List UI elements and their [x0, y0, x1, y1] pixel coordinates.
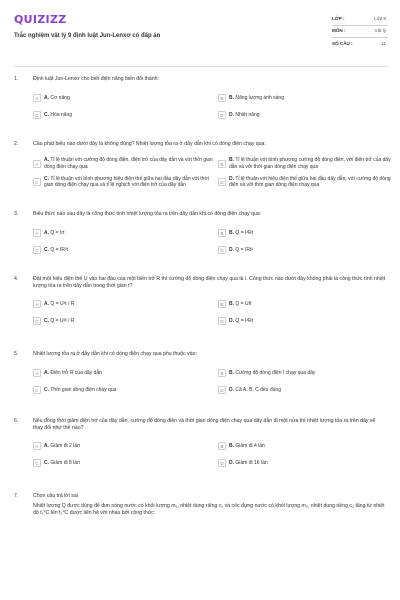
question-number: 3. [14, 211, 19, 217]
meta-value: 11 [381, 40, 386, 46]
question-text: Câu phát biểu nào dưới đây là không đúng? Nhiệt lượng tỏa ra ở dây dẫn khi có dòng điện chạy qua: [33, 141, 266, 147]
option-text [229, 112, 260, 119]
answer-option-a[interactable] [33, 92, 213, 104]
option-text [229, 157, 398, 171]
answer-options [33, 157, 391, 189]
question-number: 4. [14, 276, 19, 282]
option-text [229, 460, 268, 467]
option-text [44, 95, 70, 102]
question-text: Nhiệt lượng tỏa ra ở dây dẫn khi có dòng điện chạy qua phụ thuộc vào: [33, 351, 197, 358]
question-spacer [0, 256, 400, 276]
answer-option-b[interactable] [218, 440, 398, 452]
answer-option-d[interactable] [218, 457, 398, 469]
option-prefix: A. [44, 229, 49, 236]
question-number: 6. [14, 418, 19, 425]
option-text [44, 176, 213, 190]
option-text [44, 157, 213, 171]
option-prefix: D. [229, 386, 234, 393]
question-spacer [0, 396, 400, 418]
question-text: Định luật Jun-Lenxơ cho biết điện năng biến đổi thành: [33, 76, 159, 82]
option-prefix: D. [229, 175, 234, 182]
option-prefix: D. [229, 317, 234, 324]
worksheet-title: Trắc nghiệm vật lý 9 định luật Jun-Lenxơ có đáp án [14, 33, 161, 39]
header-divider [14, 66, 388, 67]
option-prefix: D. [229, 459, 234, 466]
option-letter-box: D [218, 111, 226, 119]
option-prefix: B. [229, 369, 234, 376]
option-content: Cả A, B, C đều đúng [235, 386, 281, 393]
answer-option-c[interactable] [33, 384, 213, 396]
option-letter-box: A [33, 160, 41, 168]
question-spacer [0, 469, 400, 493]
option-prefix: B. [229, 442, 234, 449]
question-number: 7. [14, 493, 19, 500]
option-letter-box: A [33, 300, 41, 308]
answer-option-a[interactable] [33, 440, 213, 452]
option-prefix: C. [44, 459, 49, 466]
question-number: 1. [14, 76, 19, 82]
meta-row-count [332, 38, 388, 50]
answer-option-a[interactable] [33, 157, 213, 171]
option-prefix: A. [44, 300, 49, 307]
meta-label: LỚP : [332, 16, 345, 22]
option-content: Q = U²t / R [50, 317, 75, 324]
option-letter-box: D [218, 459, 226, 467]
option-prefix: B. [229, 229, 234, 236]
question-block [0, 211, 400, 256]
meta-label: SỐ CÂU : [332, 40, 353, 46]
option-letter-box: B [218, 369, 226, 377]
option-prefix: C. [44, 246, 49, 253]
option-text [44, 230, 64, 237]
answer-option-d[interactable] [218, 384, 398, 396]
option-text [229, 318, 253, 325]
option-content: Q = I²Rt [235, 317, 254, 324]
option-text [44, 301, 74, 308]
option-content: Tỉ lệ thuận với cường độ dòng điện, điện trở của dây dẫn và với thời gian dòng điện chạy qua [44, 157, 213, 170]
option-content: Q = U²t / R [50, 300, 75, 307]
option-prefix: B. [229, 300, 234, 307]
question-text: Biểu thức nào sau đây là công thức tính nhiệt lượng tỏa ra trên dây dẫn khi có dòng điện chạy qua: [33, 211, 262, 217]
option-prefix: C. [44, 317, 49, 324]
answer-option-a[interactable] [33, 298, 213, 310]
answer-option-c[interactable] [33, 109, 213, 121]
option-text [229, 247, 253, 254]
answer-option-c[interactable] [33, 457, 213, 469]
option-letter-box: A [33, 94, 41, 102]
answer-options [33, 92, 386, 121]
option-text [44, 247, 68, 254]
answer-option-d[interactable] [218, 109, 398, 121]
option-content: Q = UIt [235, 300, 252, 307]
answer-option-d[interactable] [218, 176, 398, 190]
option-letter-box: D [218, 317, 226, 325]
option-letter-box: C [33, 386, 41, 394]
option-letter-box: C [33, 178, 41, 186]
option-letter-box: B [218, 300, 226, 308]
option-content: Giảm đi 8 lần [50, 459, 80, 466]
option-letter-box: C [33, 459, 41, 467]
quizizz-logo: QUIZIZZ [14, 13, 67, 26]
question-number: 2. [14, 141, 19, 147]
option-prefix: C. [44, 175, 49, 182]
option-content: Q = IRt² [235, 246, 254, 253]
option-text [229, 301, 251, 308]
question-text: Đặt một hiệu điện thế U vào hai đầu của một biến trở R thì cường độ dòng điện chạy qua là I. Công thức nào dưới đây không phải là công thức tính nhiệt lượng tỏa ra trên dây dẫn trong thời gian t? [33, 276, 386, 290]
option-letter-box: B [218, 94, 226, 102]
option-content: Hóa năng [50, 111, 73, 118]
option-content: Tỉ lệ thuận với bình phương hiệu điện thế giữa hai đầu dây dẫn với thời gian dòng điện chạy qua và tỉ lệ nghịch với điện trở của dây dẫn [44, 175, 209, 189]
option-content: Giảm đi 2 lần [50, 442, 80, 449]
option-content: Cường độ dòng điện I chạy qua dây [235, 369, 316, 376]
question-block [0, 276, 400, 327]
answer-option-b[interactable] [218, 92, 398, 104]
option-text [44, 460, 80, 467]
answer-option-b[interactable] [218, 367, 398, 379]
question-block [0, 141, 400, 189]
option-letter-box: D [218, 246, 226, 254]
option-text [229, 370, 315, 377]
option-prefix: A. [44, 442, 49, 449]
answer-option-c[interactable] [33, 315, 213, 327]
worksheet-meta [332, 14, 388, 50]
option-content: Q = IR²t [50, 246, 69, 253]
option-content: Q = I²Rt [235, 229, 254, 236]
meta-row-subject [332, 26, 388, 38]
meta-label: MÔN : [332, 28, 346, 34]
answer-option-d[interactable] [218, 315, 398, 327]
answer-options [33, 298, 386, 327]
question-spacer [0, 189, 400, 211]
option-text [229, 443, 265, 450]
answer-option-b[interactable] [218, 298, 398, 310]
option-content: Năng lượng ánh sáng [235, 94, 284, 101]
option-prefix: C. [44, 111, 49, 118]
option-text [44, 443, 80, 450]
question-text: Nếu đồng thời giảm điện trở của dây dẫn, cường độ dòng điện và thời gian dòng điện chạy qua dây dẫn đi một nửa thì nhiệt lượng tỏa ra trên dây sẽ thay đổi như thế nào? [33, 418, 376, 432]
option-content: Giảm đi 16 lần [235, 459, 268, 466]
option-letter-box: D [218, 178, 226, 186]
option-letter-box: A [33, 442, 41, 450]
option-prefix: D. [229, 111, 234, 118]
answer-option-c[interactable] [33, 244, 213, 256]
option-prefix: B. [229, 94, 234, 101]
option-content: Cơ năng [50, 94, 70, 101]
question-spacer [0, 327, 400, 351]
answer-options [33, 227, 386, 256]
option-letter-box: D [218, 386, 226, 394]
meta-value: Lớp 9 [374, 16, 386, 22]
option-letter-box: C [33, 111, 41, 119]
option-text [229, 95, 284, 102]
option-text [44, 318, 74, 325]
question-description: Nhiệt lượng Q được dùng để đun nóng nước có khối lượng m₁, nhiệt dung riêng c₁ và cốc đựng nước có khối lượng m₂, nhiệt dung riêng c₂ tăng từ nhiệt độ t₁°C lên t₂°C được liên hệ với nhau bởi công thức: [33, 503, 385, 517]
answer-option-d[interactable] [218, 244, 398, 256]
option-letter-box: A [33, 229, 41, 237]
question-block [0, 493, 400, 517]
worksheet-header [0, 0, 400, 64]
option-letter-box: B [218, 160, 226, 168]
meta-value: Vật lý [374, 28, 386, 34]
option-letter-box: C [33, 317, 41, 325]
answer-option-c[interactable] [33, 176, 213, 190]
question-number: 5. [14, 351, 19, 358]
option-prefix: A. [44, 94, 49, 101]
option-content: Giảm đi 4 lần [235, 442, 265, 449]
option-text [229, 387, 281, 394]
option-content: Tỉ lệ thuận với bình phương cường độ dòng điện, với điện trở của dây dẫn và với thời gian dòng điện chạy qua [229, 157, 391, 170]
option-content: Điện trở R của dây dẫn [50, 369, 103, 376]
question-block [0, 418, 400, 469]
question-text: Chọn câu trả lời sai [33, 493, 78, 500]
option-letter-box: B [218, 229, 226, 237]
option-letter-box: B [218, 442, 226, 450]
answer-option-a[interactable] [33, 367, 213, 379]
option-letter-box: C [33, 246, 41, 254]
meta-row-class [332, 14, 388, 26]
answer-option-b[interactable] [218, 157, 398, 171]
question-block [0, 76, 400, 121]
option-content: Q = Irt [50, 229, 65, 236]
option-text [44, 387, 116, 394]
option-text [229, 230, 253, 237]
answer-options [33, 367, 386, 396]
option-text [44, 112, 72, 119]
answer-option-b[interactable] [218, 227, 398, 239]
answer-options [33, 440, 386, 469]
question-list [0, 76, 400, 517]
option-content: Thời gian dòng điện chạy qua [50, 386, 117, 393]
option-text [44, 370, 102, 377]
option-prefix: A. [44, 157, 49, 163]
option-prefix: C. [44, 386, 49, 393]
question-block [0, 351, 400, 396]
option-prefix: B. [229, 157, 234, 163]
option-letter-box: A [33, 369, 41, 377]
option-prefix: D. [229, 246, 234, 253]
option-text [229, 176, 398, 190]
option-prefix: A. [44, 369, 49, 376]
option-content: Nhiệt năng [235, 111, 260, 118]
option-content: Tỉ lệ thuận với hiệu điện thế giữa hai đầu dây dẫn, với cường độ dòng điện và với thời gian dòng điện chạy qua [229, 175, 391, 189]
question-spacer [0, 121, 400, 141]
answer-option-a[interactable] [33, 227, 213, 239]
